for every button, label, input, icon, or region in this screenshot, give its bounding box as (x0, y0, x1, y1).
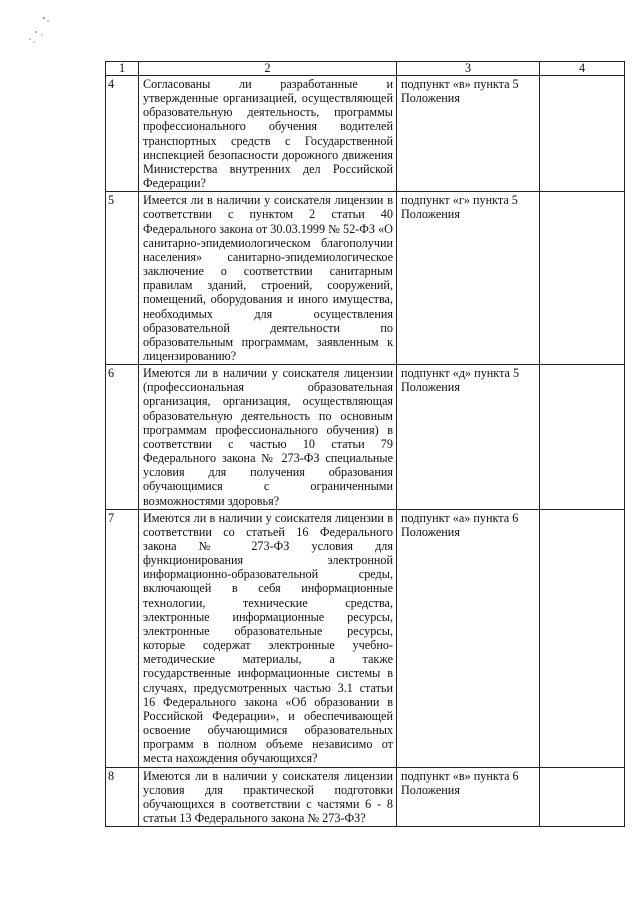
note-cell (540, 76, 625, 192)
question-text: Имеется ли в наличии у соискателя лицензии в соответствии с пунктом 2 статьи 40 Федерального закона от 30.03.1999 № 52-ФЗ «О санитарно-эпидемиологическом благополучии населения» санитарно-эпидемиологическое заключение о соответствии санитарным правилам зданий, строений, сооружений, помещений, оборудования и иного имущества, необходимых для осуществления образовательной деятельности по образовательным программам, заявленным к лицензированию? (139, 192, 397, 365)
table-row (106, 192, 625, 365)
note-cell (540, 192, 625, 365)
question-text: Согласованы ли разработанные и утвержденные организацией, осуществляющей образовательную деятельность, программы профессионального обучения водителей транспортных средств с Государственной инспекцией безопасности дорожного движения Министерства внутренних дел Российской Федерации? (139, 76, 397, 192)
column-header-1: 1 (106, 62, 139, 76)
note-cell (540, 509, 625, 767)
legal-reference: подпункт «д» пункта 5 Положения (397, 365, 540, 510)
table-row (106, 365, 625, 510)
table-row (106, 76, 625, 192)
question-text: Имеются ли в наличии у соискателя лицензии условия для практической подготовки обучающихся в соответствии с частями 6 - 8 статьи 13 Федерального закона № 273-ФЗ? (139, 767, 397, 827)
table-row (106, 767, 625, 827)
column-header-2: 2 (139, 62, 397, 76)
row-number: 4 (106, 76, 139, 192)
table-row (106, 509, 625, 767)
legal-reference: подпункт «в» пункта 5 Положения (397, 76, 540, 192)
inspection-checklist-table (105, 61, 625, 827)
legal-reference: подпункт «в» пункта 6 Положения (397, 767, 540, 827)
column-header-3: 3 (397, 62, 540, 76)
row-number: 7 (106, 509, 139, 767)
column-header-4: 4 (540, 62, 625, 76)
note-cell (540, 365, 625, 510)
row-number: 8 (106, 767, 139, 827)
question-text: Имеются ли в наличии у соискателя лицензии (профессиональная образовательная организация, организация, осуществляющая образовательную деятельность по основным программам профессионального обучения) в соответствии с частью 10 статьи 79 Федерального закона № 273-ФЗ специальные условия для получения образования обучающимися с ограниченными возможностями здоровья? (139, 365, 397, 510)
note-cell (540, 767, 625, 827)
legal-reference: подпункт «г» пункта 5 Положения (397, 192, 540, 365)
table-header-row (106, 62, 625, 76)
question-text: Имеются ли в наличии у соискателя лицензии в соответствии со статьей 16 Федерального закона № 273-ФЗ условия для функционирования электронной информационно-образовательной среды, включающей в себя информационные технологии, технические средства, электронные информационные ресурсы, электронные образовательные ресурсы, которые содержат электронные учебно-методические материалы, а также государственные информационные системы в случаях, предусмотренных частью 3.1 статьи 16 Федерального закона «Об образовании в Российской Федерации», и обеспечивающей освоение обучающимися образовательных программ в полном объеме независимо от места нахождения обучающихся? (139, 509, 397, 767)
legal-reference: подпункт «а» пункта 6 Положения (397, 509, 540, 767)
row-number: 6 (106, 365, 139, 510)
scan-artifact-marks (22, 12, 62, 52)
row-number: 5 (106, 192, 139, 365)
